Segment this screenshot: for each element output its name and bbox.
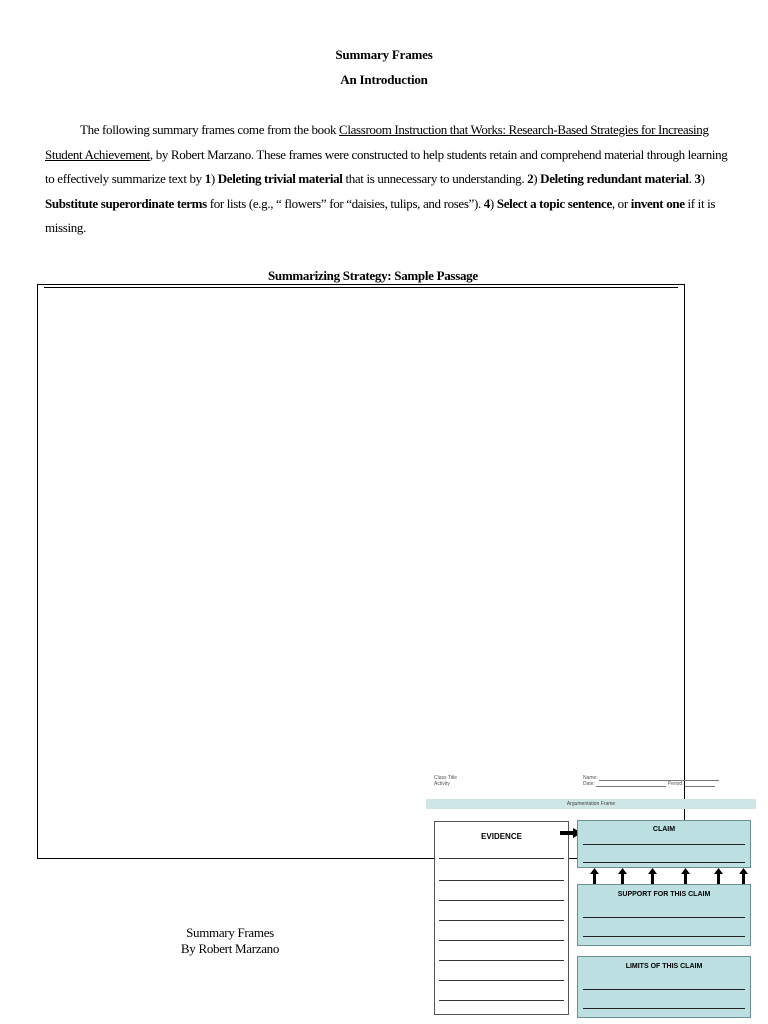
footer-author: By Robert Marzano bbox=[180, 941, 280, 956]
limits-line bbox=[583, 989, 745, 990]
evidence-box bbox=[434, 821, 569, 1015]
intro-text: . bbox=[688, 171, 695, 187]
limits-label: LIMITS OF THIS CLAIM bbox=[625, 963, 703, 970]
strategy-term: Select a topic sentence bbox=[496, 195, 612, 211]
intro-text: that is unnecessary to understanding. bbox=[342, 171, 528, 187]
evidence-line bbox=[439, 880, 564, 881]
evidence-line bbox=[439, 858, 564, 859]
document-subtitle: An Introduction bbox=[340, 72, 428, 87]
intro-text: ) bbox=[210, 171, 218, 187]
support-line bbox=[583, 936, 745, 937]
intro-text: ) bbox=[533, 171, 541, 187]
intro-text: , or bbox=[611, 195, 631, 211]
step-number: 4 bbox=[483, 195, 490, 211]
frame-header-left bbox=[434, 775, 457, 787]
class-title-label: Class Title bbox=[434, 775, 458, 781]
strategy-term: Deleting redundant material bbox=[540, 171, 689, 187]
period-blank bbox=[685, 781, 715, 787]
limits-line bbox=[583, 1008, 745, 1009]
book-title-link: Classroom Instruction that Works: Research-Based Strategies for Increasing Student Achievement bbox=[45, 122, 709, 162]
evidence-label: EVIDENCE bbox=[481, 832, 522, 841]
evidence-line bbox=[439, 1000, 564, 1001]
step-number: 1 bbox=[204, 171, 211, 187]
intro-paragraph bbox=[45, 118, 730, 241]
period-label: Period: bbox=[667, 781, 684, 787]
evidence-line bbox=[439, 980, 564, 981]
limits-box bbox=[577, 956, 751, 1018]
document-title: Summary Frames bbox=[335, 47, 433, 62]
intro-text: for lists (e.g., “ flowers” for “daisies, tulips, and roses”). bbox=[206, 195, 484, 211]
step-number: 3 bbox=[694, 171, 701, 187]
step-number: 2 bbox=[527, 171, 534, 187]
frame-band: Argumentation Frame bbox=[426, 799, 756, 809]
intro-text: , by Robert Marzano. These frames were constructed to help students retain and comprehend material through learning to effectively summarize text by bbox=[45, 146, 728, 187]
intro-text: ) bbox=[700, 171, 705, 187]
intro-text: The following summary frames come from the book bbox=[80, 122, 340, 137]
intro-text: ) bbox=[489, 195, 497, 211]
evidence-line bbox=[439, 920, 564, 921]
support-line bbox=[583, 917, 745, 918]
frame-header-right bbox=[583, 775, 719, 787]
strategy-term: Deleting trivial material bbox=[217, 171, 343, 187]
arrow-up-icon bbox=[587, 868, 752, 884]
strategy-term: Substitute superordinate terms bbox=[45, 195, 207, 211]
date-label: Date: bbox=[583, 781, 595, 787]
evidence-line bbox=[439, 940, 564, 941]
footer-caption bbox=[130, 925, 330, 957]
argumentation-frame-thumbnail bbox=[426, 770, 768, 1024]
support-box bbox=[577, 884, 751, 946]
claim-line bbox=[583, 862, 745, 863]
claim-label: CLAIM bbox=[652, 826, 676, 833]
evidence-line bbox=[439, 900, 564, 901]
sample-passage-title: Summarizing Strategy: Sample Passage bbox=[268, 268, 478, 283]
footer-title: Summary Frames bbox=[186, 925, 274, 940]
claim-box bbox=[577, 820, 751, 868]
evidence-line bbox=[439, 960, 564, 961]
claim-line bbox=[583, 844, 745, 845]
strategy-term: invent one bbox=[630, 195, 685, 211]
sample-passage-rule bbox=[44, 287, 678, 288]
name-label: Name: bbox=[583, 775, 598, 781]
date-blank bbox=[596, 781, 666, 787]
support-label: SUPPORT FOR THIS CLAIM bbox=[617, 891, 711, 898]
intro-text: if it is missing. bbox=[45, 195, 716, 236]
activity-label: Activity bbox=[434, 781, 450, 787]
